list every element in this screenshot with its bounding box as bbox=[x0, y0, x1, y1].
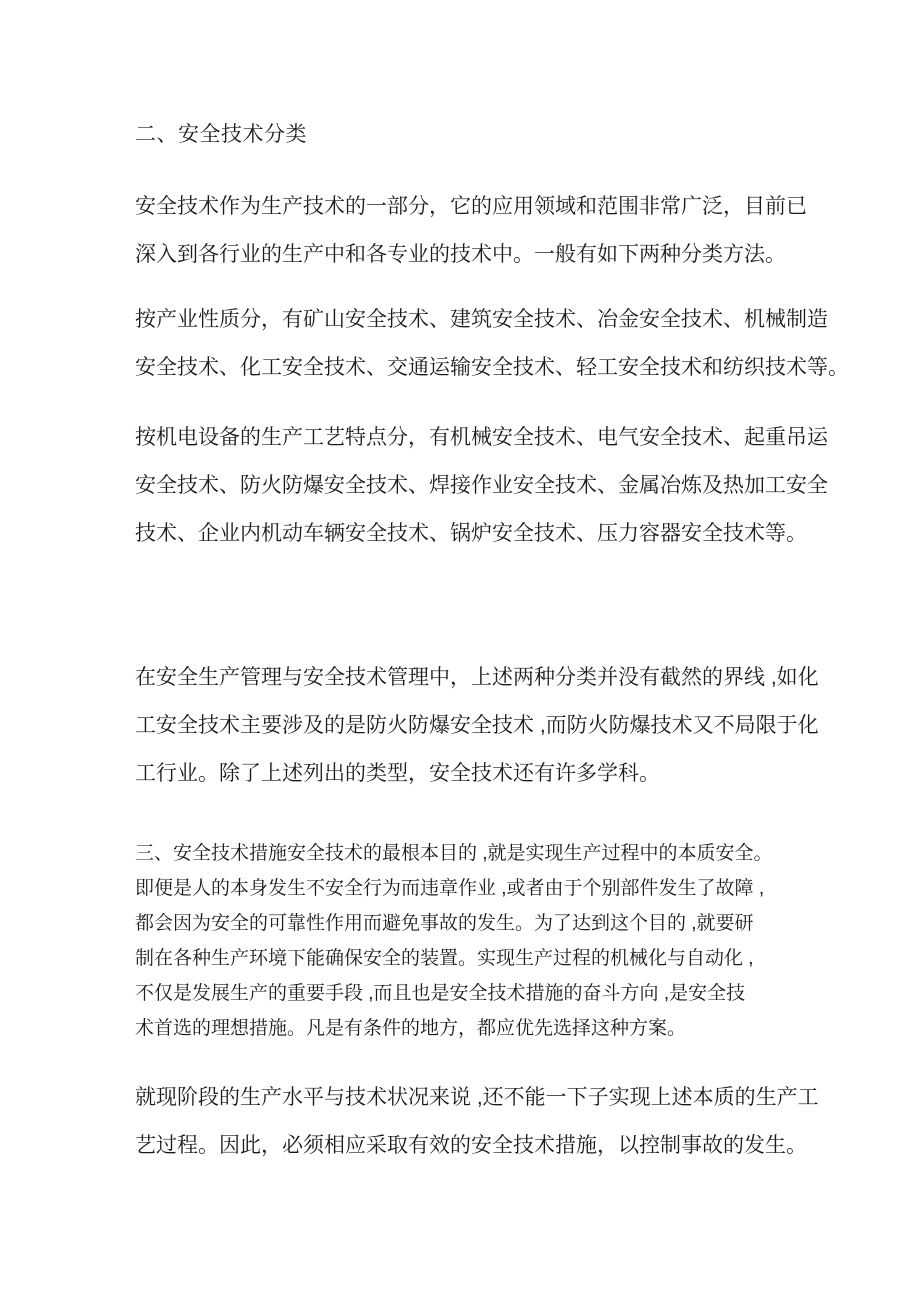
text-line: 术首选的理想措施。凡是有条件的地方，都应优先选择这种方案。 bbox=[135, 1018, 687, 1039]
text-line: 工安全技术主要涉及的是防火防爆安全技术 ,而防火防爆技术又不局限于化 bbox=[135, 714, 819, 737]
paragraph-current-stage bbox=[135, 1074, 819, 1170]
text-line: 深入到各行业的生产中和各专业的技术中。一般有如下两种分类方法。 bbox=[135, 243, 786, 266]
text-line: 按机电设备的生产工艺特点分，有机械安全技术、电气安全技术、起重吊运 bbox=[135, 426, 828, 449]
text-line: 技术、企业内机动车辆安全技术、锅炉安全技术、压力容器安全技术等。 bbox=[135, 522, 807, 545]
paragraph-safety-measures bbox=[135, 836, 800, 1046]
text-line: 三、安全技术措施安全技术的最根本目的 ,就是实现生产过程中的本质安全。 bbox=[135, 843, 773, 864]
paragraph-equipment-classification bbox=[135, 414, 828, 558]
text-line: 安全技术、化工安全技术、交通运输安全技术、轻工安全技术和纺织技术等。 bbox=[135, 356, 849, 379]
text-line: 即便是人的本身发生不安全行为而违章作业 ,或者由于个别部件发生了故障 , bbox=[135, 878, 765, 899]
section-heading: 二、安全技术分类 bbox=[135, 123, 307, 146]
text-line: 就现阶段的生产水平与技术状况来说 ,还不能一下子实现上述本质的生产工 bbox=[135, 1086, 819, 1109]
paragraph-intro bbox=[135, 183, 807, 279]
text-line: 都会因为安全的可靠性作用而避免事故的发生。为了达到这个目的 ,就要研 bbox=[135, 913, 754, 934]
text-line: 在安全生产管理与安全技术管理中，上述两种分类并没有截然的界线 ,如化 bbox=[135, 666, 819, 689]
text-line: 工行业。除了上述列出的类型，安全技术还有许多学科。 bbox=[135, 762, 660, 785]
text-line: 艺过程。因此，必须相应采取有效的安全技术措施，以控制事故的发生。 bbox=[135, 1134, 807, 1157]
text-line: 安全技术作为生产技术的一部分，它的应用领域和范围非常广泛，目前已 bbox=[135, 195, 807, 218]
paragraph-industry-classification bbox=[135, 296, 849, 392]
paragraph-boundary-note bbox=[135, 654, 819, 798]
text-line: 安全技术、防火防爆安全技术、焊接作业安全技术、金属冶炼及热加工安全 bbox=[135, 474, 828, 497]
text-line: 不仅是发展生产的重要手段 ,而且也是安全技术措施的奋斗方向 ,是安全技 bbox=[135, 983, 746, 1004]
text-line: 制在各种生产环境下能确保安全的装置。实现生产过程的机械化与自动化 , bbox=[135, 948, 754, 969]
text-line: 按产业性质分，有矿山安全技术、建筑安全技术、冶金安全技术、机械制造 bbox=[135, 308, 828, 331]
